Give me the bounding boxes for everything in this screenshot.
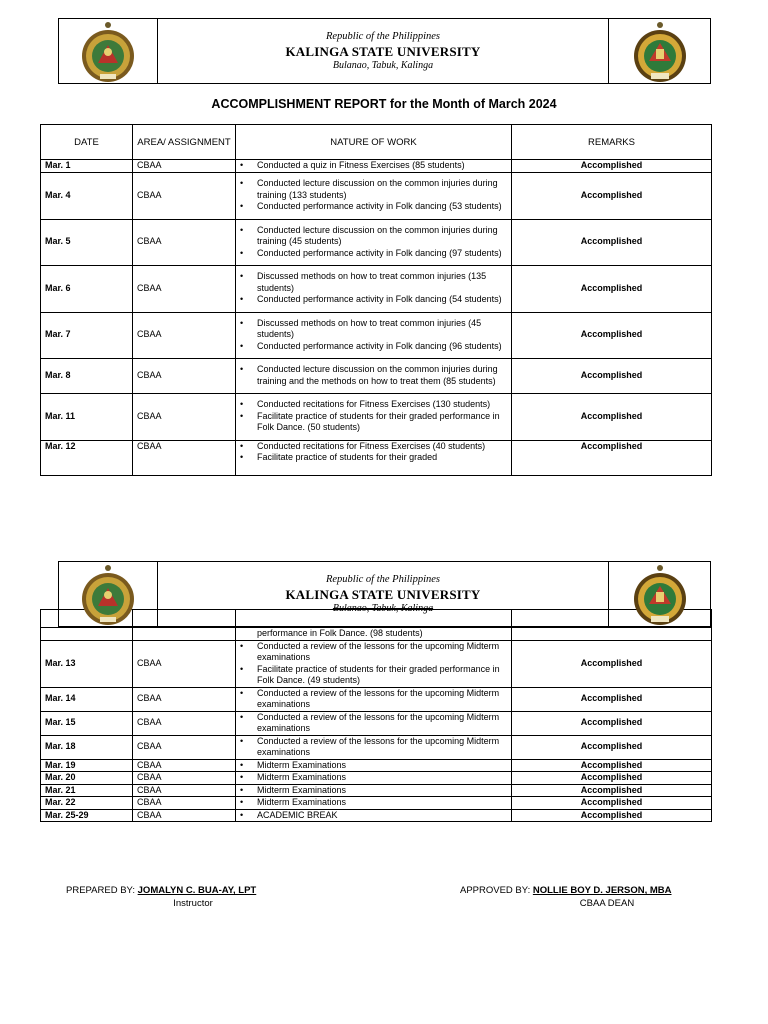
work-item: • Conducted lecture discussion on the common injuries during training (133 students): [240, 178, 507, 201]
row-remarks: Accomplished: [512, 219, 712, 265]
row-date: Mar. 21: [41, 784, 133, 797]
right-logo-cell: [608, 19, 710, 83]
row-nature: [236, 440, 512, 475]
approved-by-label: APPROVED BY:: [460, 885, 531, 896]
work-item-continued: performance in Folk Dance. (98 students): [257, 628, 423, 638]
letterhead-text: [157, 19, 609, 83]
row-date: Mar. 12: [41, 440, 133, 475]
table-row-continuation: [41, 628, 712, 641]
approved-by-role: CBAA DEAN: [579, 898, 635, 909]
work-item: • Facilitate practice of students for their graded: [240, 452, 507, 464]
republic-text: Republic of the Philippines: [325, 31, 441, 42]
table-row: [41, 172, 712, 219]
university-seal-icon: [80, 21, 136, 83]
row-area: CBAA: [133, 772, 236, 785]
row-remarks: Accomplished: [512, 265, 712, 312]
row-area: CBAA: [133, 759, 236, 772]
left-logo-cell: [59, 19, 158, 83]
university-address: Bulanao, Tabuk, Kalinga: [332, 603, 434, 614]
row-area: CBAA: [133, 784, 236, 797]
row-nature: [236, 393, 512, 440]
row-nature: [236, 687, 512, 711]
table-row: [41, 797, 712, 810]
row-nature: [236, 312, 512, 358]
row-remarks: Accomplished: [512, 772, 712, 785]
row-remarks: Accomplished: [512, 759, 712, 772]
row-date: Mar. 5: [41, 219, 133, 265]
work-item: • Discussed methods on how to treat common injuries (45 students): [240, 318, 507, 341]
row-area: CBAA: [133, 265, 236, 312]
letterhead-text: [157, 562, 609, 626]
work-item: • Conducted a quiz in Fitness Exercises (85 students): [240, 160, 507, 172]
row-date: Mar. 1: [41, 160, 133, 173]
column-header-area: AREA/ ASSIGNMENT: [133, 125, 236, 160]
table-row: [41, 312, 712, 358]
row-remarks: Accomplished: [512, 809, 712, 822]
row-date: Mar. 4: [41, 172, 133, 219]
work-item: • Conducted lecture discussion on the common injuries during training (45 students): [240, 225, 507, 248]
left-logo-cell: [59, 562, 158, 626]
row-date: Mar. 14: [41, 687, 133, 711]
row-area: CBAA: [133, 172, 236, 219]
row-nature: [236, 265, 512, 312]
column-header-date: DATE: [41, 125, 133, 160]
row-nature: [236, 358, 512, 393]
work-item: • Conducted recitations for Fitness Exercises (40 students): [240, 441, 507, 453]
row-nature: [236, 809, 512, 822]
letterhead-page-2: [58, 561, 711, 627]
row-remarks: Accomplished: [512, 640, 712, 687]
report-title: ACCOMPLISHMENT REPORT for the Month of March 2024: [211, 97, 557, 111]
row-area: CBAA: [133, 160, 236, 173]
row-remarks: Accomplished: [512, 312, 712, 358]
row-area: CBAA: [133, 358, 236, 393]
row-remarks: Accomplished: [512, 393, 712, 440]
work-item: • Facilitate practice of students for their graded performance in Folk Dance. (50 students): [240, 411, 507, 434]
university-seal-1906-icon: [632, 564, 688, 626]
table-header-row: [41, 125, 712, 160]
row-remarks: Accomplished: [512, 735, 712, 759]
row-nature: [236, 797, 512, 810]
approved-by: [460, 885, 672, 896]
table-row: [41, 735, 712, 759]
row-nature: [236, 772, 512, 785]
university-name: KALINGA STATE UNIVERSITY: [285, 587, 481, 602]
row-nature: [236, 711, 512, 735]
work-item: • Midterm Examinations: [240, 785, 507, 797]
row-remarks: Accomplished: [512, 160, 712, 173]
university-seal-icon: [80, 564, 136, 626]
table-row: [41, 440, 712, 475]
work-item: • Midterm Examinations: [240, 760, 507, 772]
table-row: [41, 809, 712, 822]
row-area: CBAA: [133, 735, 236, 759]
row-date: Mar. 18: [41, 735, 133, 759]
table-row: [41, 687, 712, 711]
table-row: [41, 393, 712, 440]
row-date: Mar. 25-29: [41, 809, 133, 822]
table-row: [41, 219, 712, 265]
university-name: KALINGA STATE UNIVERSITY: [285, 44, 481, 59]
row-remarks: Accomplished: [512, 797, 712, 810]
work-item: • Discussed methods on how to treat common injuries (135 students): [240, 271, 507, 294]
row-area: CBAA: [133, 440, 236, 475]
row-area: CBAA: [133, 797, 236, 810]
university-address: Bulanao, Tabuk, Kalinga: [332, 60, 434, 71]
row-area: CBAA: [133, 640, 236, 687]
table-row: [41, 711, 712, 735]
accomplishment-table-page-1: [40, 124, 712, 476]
row-date: Mar. 6: [41, 265, 133, 312]
row-date: Mar. 7: [41, 312, 133, 358]
row-nature: [236, 219, 512, 265]
work-item: • Facilitate practice of students for their graded performance in Folk Dance. (49 students): [240, 664, 507, 687]
row-nature: [236, 735, 512, 759]
prepared-by-label: PREPARED BY:: [66, 885, 135, 896]
table-row: [41, 160, 712, 173]
table-row: [41, 759, 712, 772]
row-area: CBAA: [133, 809, 236, 822]
row-area: CBAA: [133, 711, 236, 735]
work-item: • Midterm Examinations: [240, 772, 507, 784]
row-area: CBAA: [133, 393, 236, 440]
row-date: Mar. 22: [41, 797, 133, 810]
row-area: CBAA: [133, 312, 236, 358]
work-item: • Conducted a review of the lessons for the upcoming Midterm examinations: [240, 641, 507, 664]
republic-text: Republic of the Philippines: [325, 574, 441, 585]
row-nature: [236, 628, 512, 641]
right-logo-cell: [608, 562, 710, 626]
work-item: • Conducted performance activity in Folk dancing (53 students): [240, 201, 507, 213]
work-item: • Conducted performance activity in Folk dancing (54 students): [240, 294, 507, 306]
table-row: [41, 772, 712, 785]
table-row: [41, 358, 712, 393]
accomplishment-table-page-2: [40, 609, 712, 822]
row-nature: [236, 784, 512, 797]
prepared-by-role: Instructor: [173, 898, 213, 909]
work-item: • Conducted a review of the lessons for the upcoming Midterm examinations: [240, 736, 507, 759]
column-header-remarks: REMARKS: [512, 125, 712, 160]
work-item: • Conducted a review of the lessons for the upcoming Midterm examinations: [240, 688, 507, 711]
work-item: • Midterm Examinations: [240, 797, 507, 809]
work-item: • ACADEMIC BREAK: [240, 810, 507, 822]
row-remarks: Accomplished: [512, 440, 712, 475]
row-date: Mar. 20: [41, 772, 133, 785]
row-remarks: Accomplished: [512, 687, 712, 711]
work-item: • Conducted lecture discussion on the common injuries during training and the methods on how to treat them (85 students): [240, 364, 507, 387]
letterhead-page-1: [58, 18, 711, 84]
row-date: Mar. 15: [41, 711, 133, 735]
row-remarks: Accomplished: [512, 784, 712, 797]
work-item: • Conducted performance activity in Folk dancing (96 students): [240, 341, 507, 353]
row-date: Mar. 13: [41, 640, 133, 687]
work-item: • Conducted recitations for Fitness Exercises (130 students): [240, 399, 507, 411]
university-seal-1906-icon: [632, 21, 688, 83]
work-item: • Conducted a review of the lessons for the upcoming Midterm examinations: [240, 712, 507, 735]
table-row: [41, 265, 712, 312]
row-nature: [236, 759, 512, 772]
row-nature: [236, 160, 512, 173]
row-date: Mar. 8: [41, 358, 133, 393]
row-date: Mar. 19: [41, 759, 133, 772]
approved-by-name: NOLLIE BOY D. JERSON, MBA: [532, 885, 672, 896]
table-row: [41, 784, 712, 797]
row-area: CBAA: [133, 219, 236, 265]
row-nature: [236, 172, 512, 219]
work-item: • Conducted performance activity in Folk dancing (97 students): [240, 248, 507, 260]
row-remarks: Accomplished: [512, 172, 712, 219]
row-date: Mar. 11: [41, 393, 133, 440]
row-remarks: Accomplished: [512, 711, 712, 735]
row-remarks: Accomplished: [512, 358, 712, 393]
prepared-by-name: JOMALYN C. BUA-AY, LPT: [137, 885, 257, 896]
row-area: CBAA: [133, 687, 236, 711]
table-row: [41, 640, 712, 687]
prepared-by: [66, 885, 256, 896]
column-header-nature: NATURE OF WORK: [236, 125, 512, 160]
row-nature: [236, 640, 512, 687]
